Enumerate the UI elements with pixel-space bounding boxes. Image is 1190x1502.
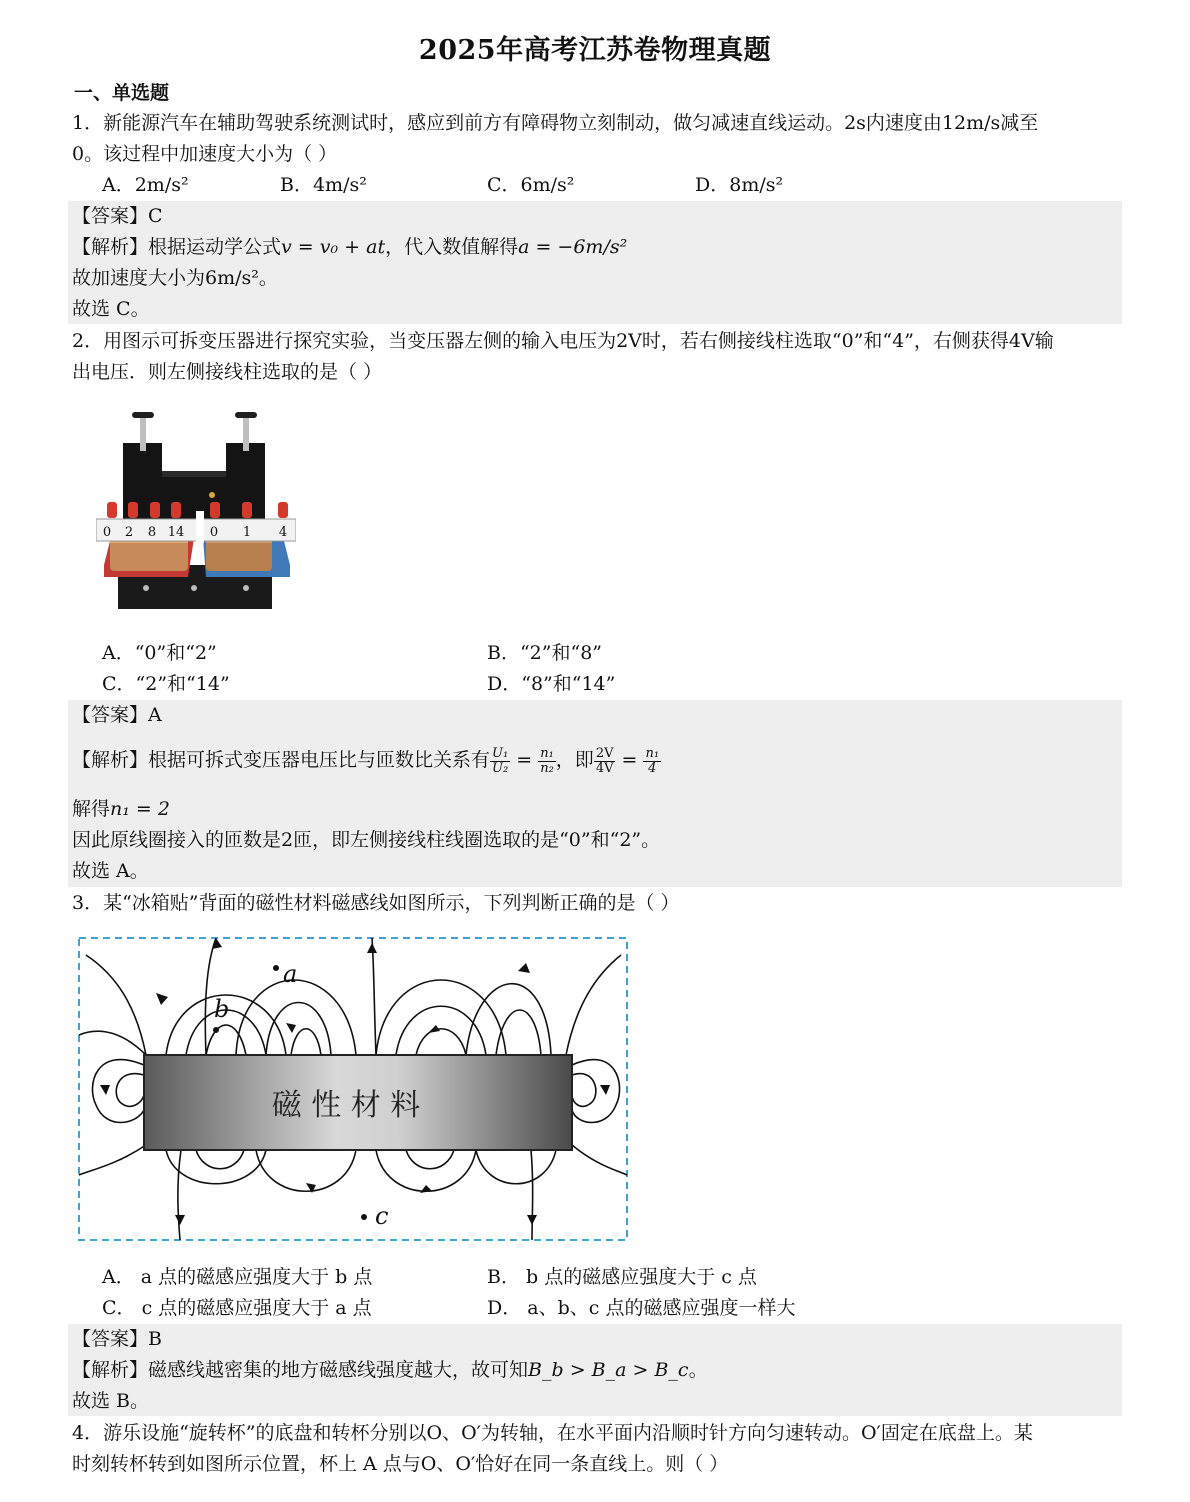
q3-analysis-text: 磁感线越密集的地方磁感线强度越大，故可知 <box>148 1359 529 1381</box>
page-title: 2025年高考江苏卷物理真题 <box>418 35 772 66</box>
q3-option-d: D． a、b、c 点的磁感应强度一样大 <box>487 1297 796 1319</box>
terminal-1 <box>242 502 252 518</box>
q1-choice-line: 故选 C。 <box>72 298 150 320</box>
q3-analysis: 【解析】磁感线越密集的地方磁感线强度越大，故可知B_b > B_a > B_c。 <box>72 1359 708 1381</box>
photo-label: 8 <box>147 525 157 540</box>
section-heading: 一、单选题 <box>74 82 170 104</box>
q2-analysis-line3: 因此原线圈接入的匝数是2匝，即左侧接线柱线圈选取的是“0”和“2”。 <box>72 829 661 851</box>
q4-stem-line1: 4．游乐设施“旋转杯”的底盘和转杯分别以O、O′为转轴，在水平面内沿顺时针方向匀速转动。O′固定在底盘上。某 <box>72 1422 1033 1444</box>
q3-option-c: C． c 点的磁感应强度大于 a 点 <box>102 1297 372 1319</box>
q2-answer-box <box>68 700 1122 887</box>
turns-ratio-fraction: $\frac{\text{n₁}}{\text{n₂}}$ <box>540 745 554 776</box>
magnet-label: 磁 性 材 料 <box>271 1088 421 1123</box>
q3-option-b: B． b 点的磁感应强度大于 c 点 <box>487 1266 757 1288</box>
q2-stem-line2: 出电压．则左侧接线柱选取的是（ ） <box>72 361 383 383</box>
q2-stem-line1: 2．用图示可拆变压器进行探究实验，当变压器左侧的输入电压为2V时，若右侧接线柱选取“0”和“4”，右侧获得4V输 <box>72 330 1054 352</box>
q1-answer-box <box>68 201 1122 324</box>
photo-label: 4 <box>278 525 288 540</box>
q1-answer <box>72 203 163 229</box>
photo-label: 0 <box>209 525 219 540</box>
q2-choice-line: 故选 A。 <box>72 860 149 882</box>
q1-stem-line2: 0。该过程中加速度大小为（ ） <box>72 143 338 165</box>
q1-analysis-mid: ，代入数值解得 <box>385 236 519 258</box>
q2-analysis: 【解析】根据可拆式变压器电压比与匝数比关系有 $\frac{\text{U₁}}{\text{U₂}}$ = $\frac{\text{n₁}}{\text{n₂}}$ ，即 $\frac{2V}{4V}$ = $\frac{\text{n₁}}{4}$ <box>72 745 660 776</box>
analysis-label: 【解析】 <box>72 1359 149 1381</box>
q1-answer-value: C <box>148 205 163 227</box>
q3-option-a: A． a 点的磁感应强度大于 b 点 <box>102 1266 373 1288</box>
q2-solve-line: 解得n₁ = 2 <box>72 798 170 820</box>
answer-label: 【答案】 <box>72 704 149 726</box>
q3-formula: B_b > B_a > B_c <box>528 1359 689 1381</box>
q3-answer <box>72 1326 162 1352</box>
q2-option-c: C．“2”和“14” <box>102 673 230 695</box>
q1-formula-result: a = −6m/s² <box>518 236 628 258</box>
point-b-dot <box>213 1027 219 1033</box>
photo-label: 1 <box>242 525 252 540</box>
q2-solve-formula: n₁ = 2 <box>110 798 170 820</box>
voltage-ratio-fraction: $\frac{\text{U₁}}{\text{U₂}}$ <box>492 745 509 776</box>
q1-stem-line1: 1．新能源汽车在辅助驾驶系统测试时，感应到前方有障碍物立刻制动，做匀减速直线运动。2s内速度由12m/s减至 <box>72 112 1039 134</box>
photo-label: 14 <box>167 525 185 540</box>
q3-stem-line1: 3．某“冰箱贴”背面的磁性材料磁感线如图所示，下列判断正确的是（ ） <box>72 892 680 914</box>
q1-analysis-text: 根据运动学公式 <box>148 236 282 258</box>
point-a-label: a <box>283 960 298 988</box>
point-a-dot <box>273 965 279 971</box>
q3-answer-box <box>68 1324 1122 1416</box>
q2-option-d: D．“8”和“14” <box>487 673 616 695</box>
transformer-photo <box>96 405 296 617</box>
terminal-2 <box>128 502 138 518</box>
q2-option-b: B．“2”和“8” <box>487 642 602 664</box>
q2-analysis-text: 根据可拆式变压器电压比与匝数比关系有 <box>148 749 491 771</box>
point-b-label: b <box>214 995 230 1023</box>
terminal-0-left <box>107 502 117 518</box>
point-c-dot <box>361 1214 367 1220</box>
q1-option-b: B．4m/s² <box>280 174 367 196</box>
analysis-label: 【解析】 <box>72 749 149 771</box>
q1-analysis-line2: 故加速度大小为6m/s²。 <box>72 267 278 289</box>
q1-option-a: A．2m/s² <box>102 174 189 196</box>
answer-label: 【答案】 <box>72 1328 149 1350</box>
point-c-label: c <box>375 1202 389 1230</box>
q2-option-a: A．“0”和“2” <box>102 642 217 664</box>
q2-answer-value: A <box>148 704 162 726</box>
q1-option-d: D．8m/s² <box>695 174 784 196</box>
q3-choice-line: 故选 B。 <box>72 1390 150 1412</box>
left-screw <box>140 415 146 451</box>
terminal-8 <box>150 502 160 518</box>
q1-formula-kinematics: v = v₀ + at <box>281 236 386 258</box>
q3-answer-value: B <box>148 1328 162 1350</box>
q1-analysis <box>72 234 627 260</box>
value-ratio-fraction: $\frac{2V}{4V}$ <box>595 745 614 776</box>
core-gap <box>162 443 226 475</box>
answer-label: 【答案】 <box>72 205 149 227</box>
magnetic-field-figure <box>76 935 630 1243</box>
photo-label: 0 <box>102 525 112 540</box>
photo-label: 2 <box>124 525 134 540</box>
q1-option-c: C．6m/s² <box>487 174 575 196</box>
right-screw <box>243 415 249 451</box>
terminal-4 <box>278 502 288 518</box>
terminal-0-right <box>210 502 220 518</box>
value-turns-fraction: $\frac{\text{n₁}}{4}$ <box>645 745 660 776</box>
analysis-label: 【解析】 <box>72 236 149 258</box>
q4-stem-line2: 时刻转杯转到如图所示位置，杯上 A 点与O、O′恰好在同一条直线上。则（ ） <box>72 1453 729 1475</box>
terminal-14 <box>171 502 181 518</box>
q2-analysis-mid: ，即 <box>555 749 594 771</box>
q2-answer <box>72 702 162 728</box>
